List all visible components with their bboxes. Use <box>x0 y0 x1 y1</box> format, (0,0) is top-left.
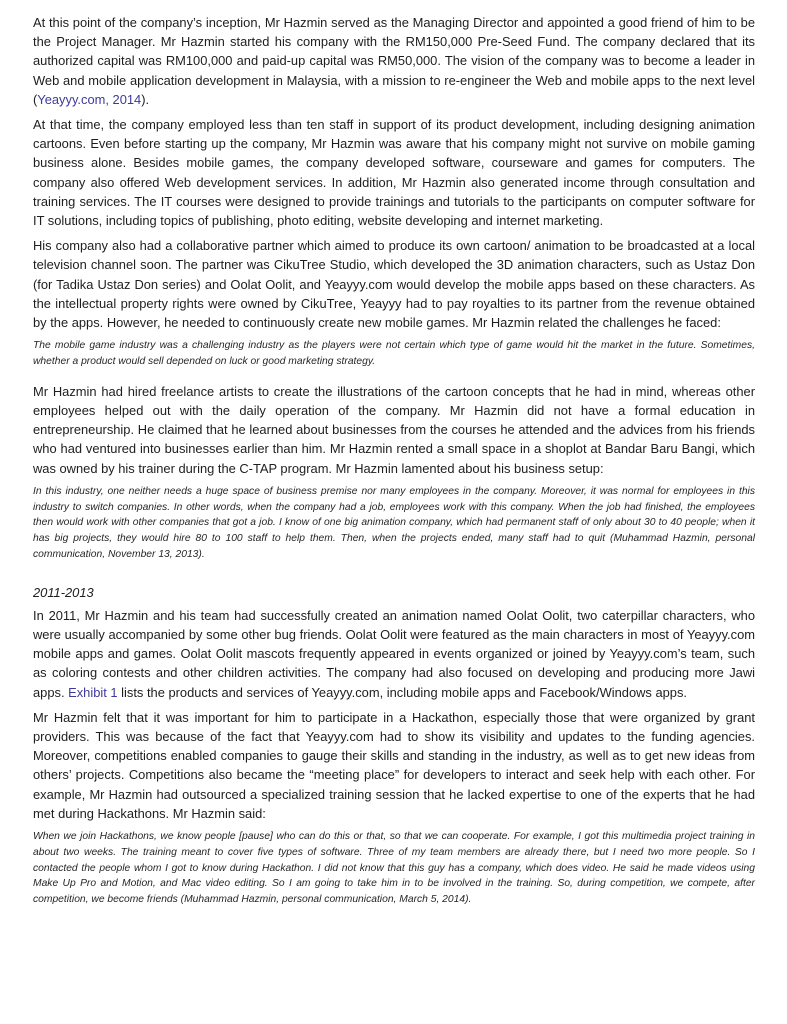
quote-hackathons: When we join Hackathons, we know people [pause] who can do this or that, so that we can cooperate. For example, I got this multimedia project training in about two weeks. The training meant to cover five types of software. Three of my team members are already there, but I need two more people. So I contacted the people whom I got to know during Hackathon. I did not know that this guy has a company, which does video. He said he made videos using Make Up Pro and Motion, and Mac video editing. So I am going to take him in to be involved in the training. So, during competition, we compete, after competition, we become friends (Muhammad Hazmin, personal communication, March 5, 2014). <box>33 831 755 906</box>
paragraph-collaborative-partner: His company also had a collaborative partner which aimed to produce its own cartoon/ animation to be broadcasted at a local television channel soon. The partner was CikuTree Studio, which developed the 3D animation characters, such as Ustaz Don (for Tadika Ustaz Don series) and Oolat Oolit, and Yeayyy.com would develop the mobile apps based on these characters. As the intellectual property rights were owned by CikuTree, Yeayyy had to pay royalties to its partner from the revenue obtained by the apps. However, he needed to continuously create new mobile games. Mr Hazmin related the challenges he faced: <box>33 238 755 331</box>
paragraph-end: ). <box>141 91 150 107</box>
quote-mobile-game-industry: The mobile game industry was a challenging industry as the players were not certain which type of game would hit the market in the future. Sometimes, whether a product would sell depended on luck or good marketing strategy. <box>33 340 755 368</box>
paragraph-hackathon: Mr Hazmin felt that it was important for him to participate in a Hackathon, especially those that were organized by grant providers. This was because of the fact that Yeayyy.com had to show its visibility and updates to the funding agencies. Moreover, competitions enabled companies to gauge their skills and standing in the industry, as well as to get new ideas from others’ projects. Competitions also became the “meeting place” for developers to interact and seek help with each other. For example, Mr Hazmin had outsourced a specialized training session that he lacked expertise to one of the experts that he had met during Hackathons. Mr Hazmin said: <box>33 709 755 821</box>
paragraph-company-vision <box>33 13 755 109</box>
paragraph-end: lists the products and services of Yeayyy.com, including mobile apps and Facebook/Windows apps. <box>117 684 687 700</box>
paragraph-staff-and-services: At that time, the company employed less than ten staff in support of its product development, including designing animation cartoons. Even before starting up the company, Mr Hazmin was aware that his company might not survive on mobile gaming business alone. Besides mobile games, the company developed software, courseware and games for computers. The company also offered Web development services. In addition, Mr Hazmin also generated income through consultation and training services. The IT courses were designed to provide trainings and tutorials to the participants on computer software for IT solutions, including topics of publishing, photo editing, website developing and internet marketing. <box>33 117 755 229</box>
citation-link[interactable]: Yeayyy.com, 2014 <box>37 91 142 107</box>
section-heading-2011-2013: 2011-2013 <box>33 584 94 600</box>
paragraph-text: In 2011, Mr Hazmin and his team had successfully created an animation named Oolat Oolit, two caterpillar characters, who were usually accompanied by some other bug friends. Oolat Oolit were featured as the main characters in most of Yeayyy.com mobile apps and games. Oolat Oolit mascots frequently appeared in events organized or joined by Yeayyy.com’s team, such as coloring contests and other children activities. The company had also focused on developing and producing more Jawi apps. <box>33 607 755 700</box>
exhibit-link[interactable]: Exhibit 1 <box>68 684 118 700</box>
paragraph-oolat-oolit <box>33 606 755 702</box>
paragraph-freelance-artists: Mr Hazmin had hired freelance artists to create the illustrations of the cartoon concepts that he had in mind, whereas other employees helped out with the daily operation of the company. Mr Hazmin did not have a formal education in entrepreneurship. He claimed that he learned about businesses from the courses he attended and the advices from his friends who had ventured into businesses earlier than him. Mr Hazmin rented a small space in a shoplot at Bandar Baru Bangi, which was owned by his trainer during the C-TAP program. Mr Hazmin lamented about his business setup: <box>33 383 755 476</box>
quote-business-setup: In this industry, one neither needs a huge space of business premise nor many employees in the company. Moreover, it was normal for employees in this industry to switch companies. In other words, when the company had a job, employees work with this company. When the job had finished, the employees then would work with other companies that got a job. I know of one big animation company, which had permanent staff of only about 30 to 40 people; when it has big projects, they would hire 80 to 100 staff to help them. Then, when the projects ended, many staff had to quit (Muhammad Hazmin, personal communication, November 13, 2013). <box>33 485 755 561</box>
paragraph-text: At this point of the company’s inception, Mr Hazmin served as the Managing Director and appointed a good friend of him to be the Project Manager. Mr Hazmin started his company with the RM150,000 Pre-Seed Fund. The company declared that its authorized capital was RM100,000 and paid-up capital was RM50,000. The vision of the company was to become a leader in Web and mobile application development in Malaysia, with a mission to re-engineer the Web and mobile apps to the next level ( <box>33 15 755 107</box>
document-page <box>33 13 755 919</box>
